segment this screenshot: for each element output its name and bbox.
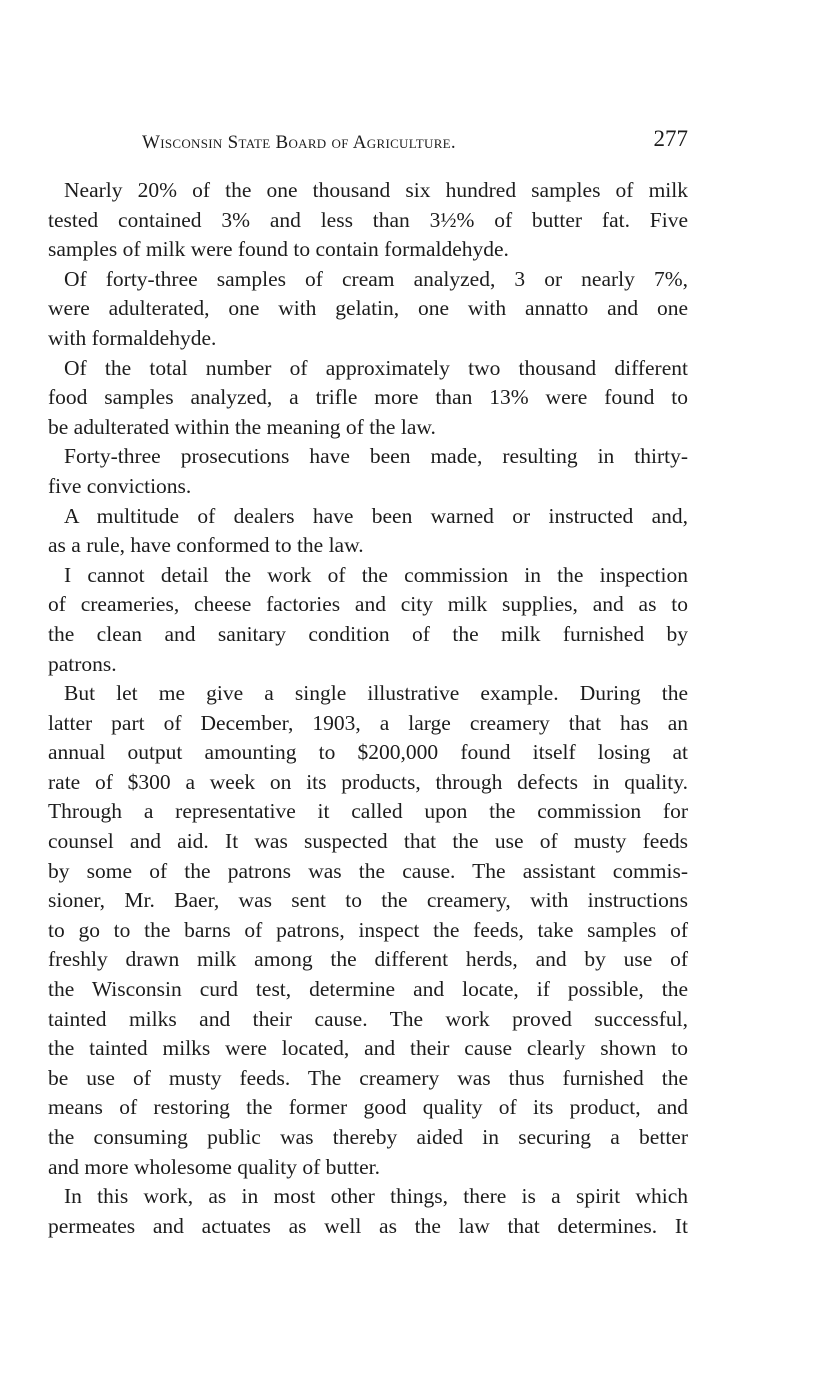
text-line: the Wisconsin curd test, determine and locate, if possible, the	[48, 977, 688, 1002]
text-line: permeates and actuates as well as the law that determines. It	[48, 1213, 688, 1238]
paragraph	[48, 502, 688, 561]
text-line: counsel and aid. It was suspected that the use of musty feeds	[48, 829, 688, 854]
text-line: be use of musty feeds. The creamery was thus furnished the	[48, 1065, 688, 1090]
text-line: by some of the patrons was the cause. The assistant commis-	[48, 858, 688, 883]
text-line: be adulterated within the meaning of the law.	[48, 414, 436, 439]
text-line: patrons.	[48, 651, 117, 676]
text-line: the consuming public was thereby aided in securing a better	[48, 1125, 688, 1149]
text-line: the clean and sanitary condition of the milk furnished by	[48, 621, 688, 646]
text-line: I cannot detail the work of the commission in the inspection	[64, 562, 688, 587]
running-title: Wisconsin State Board of Agriculture.	[142, 132, 456, 153]
text-line: rate of $300 a week on its products, through defects in quality.	[48, 769, 688, 794]
text-line: But let me give a single illustrative example. During the	[64, 681, 688, 706]
page-number: 277	[653, 126, 688, 151]
paragraph	[48, 561, 688, 679]
text-line: In this work, as in most other things, there is a spirit which	[64, 1184, 688, 1209]
text-line: the tainted milks were located, and their cause clearly shown to	[48, 1036, 688, 1061]
text-line: were adulterated, one with gelatin, one with annatto and one	[48, 296, 688, 321]
text-line: Of forty-three samples of cream analyzed, 3 or nearly 7%,	[64, 266, 688, 291]
text-line: with formaldehyde.	[48, 325, 217, 350]
text-line: Of the total number of approximately two thousand different	[64, 355, 688, 380]
text-line: A multitude of dealers have been warned or instructed and,	[64, 503, 688, 528]
paragraph	[48, 1182, 688, 1241]
paragraph	[48, 265, 688, 354]
paragraph	[48, 354, 688, 443]
text-line: tainted milks and their cause. The work proved successful,	[48, 1006, 688, 1031]
text-line: annual output amounting to $200,000 found itself losing at	[48, 740, 688, 765]
text-line: of creameries, cheese factories and city milk supplies, and as to	[48, 592, 688, 617]
text-line: Through a representative it called upon the commission for	[48, 799, 688, 824]
paragraph	[48, 442, 688, 501]
text-line: latter part of December, 1903, a large creamery that has an	[48, 710, 688, 735]
text-line: as a rule, have conformed to the law.	[48, 533, 364, 558]
text-line: samples of milk were found to contain formaldehyde.	[48, 237, 509, 262]
text-line: Nearly 20% of the one thousand six hundred samples of milk	[64, 178, 688, 202]
text-line: freshly drawn milk among the different herds, and by use of	[48, 947, 688, 972]
text-line: food samples analyzed, a trifle more than 13% were found to	[48, 385, 688, 410]
body-text	[48, 176, 688, 1241]
paragraph	[48, 679, 688, 1182]
running-header	[142, 126, 688, 162]
text-line: sioner, Mr. Baer, was sent to the creamery, with instructions	[48, 888, 688, 913]
paragraph	[48, 176, 688, 265]
text-line: to go to the barns of patrons, inspect the feeds, take samples of	[48, 917, 688, 942]
text-line: five convictions.	[48, 473, 192, 498]
text-line: and more wholesome quality of butter.	[48, 1154, 380, 1179]
text-line: Forty-three prosecutions have been made, resulting in thirty-	[64, 444, 688, 469]
text-line: tested contained 3% and less than 3½% of butter fat. Five	[48, 207, 688, 232]
text-line: means of restoring the former good quality of its product, and	[48, 1095, 688, 1120]
